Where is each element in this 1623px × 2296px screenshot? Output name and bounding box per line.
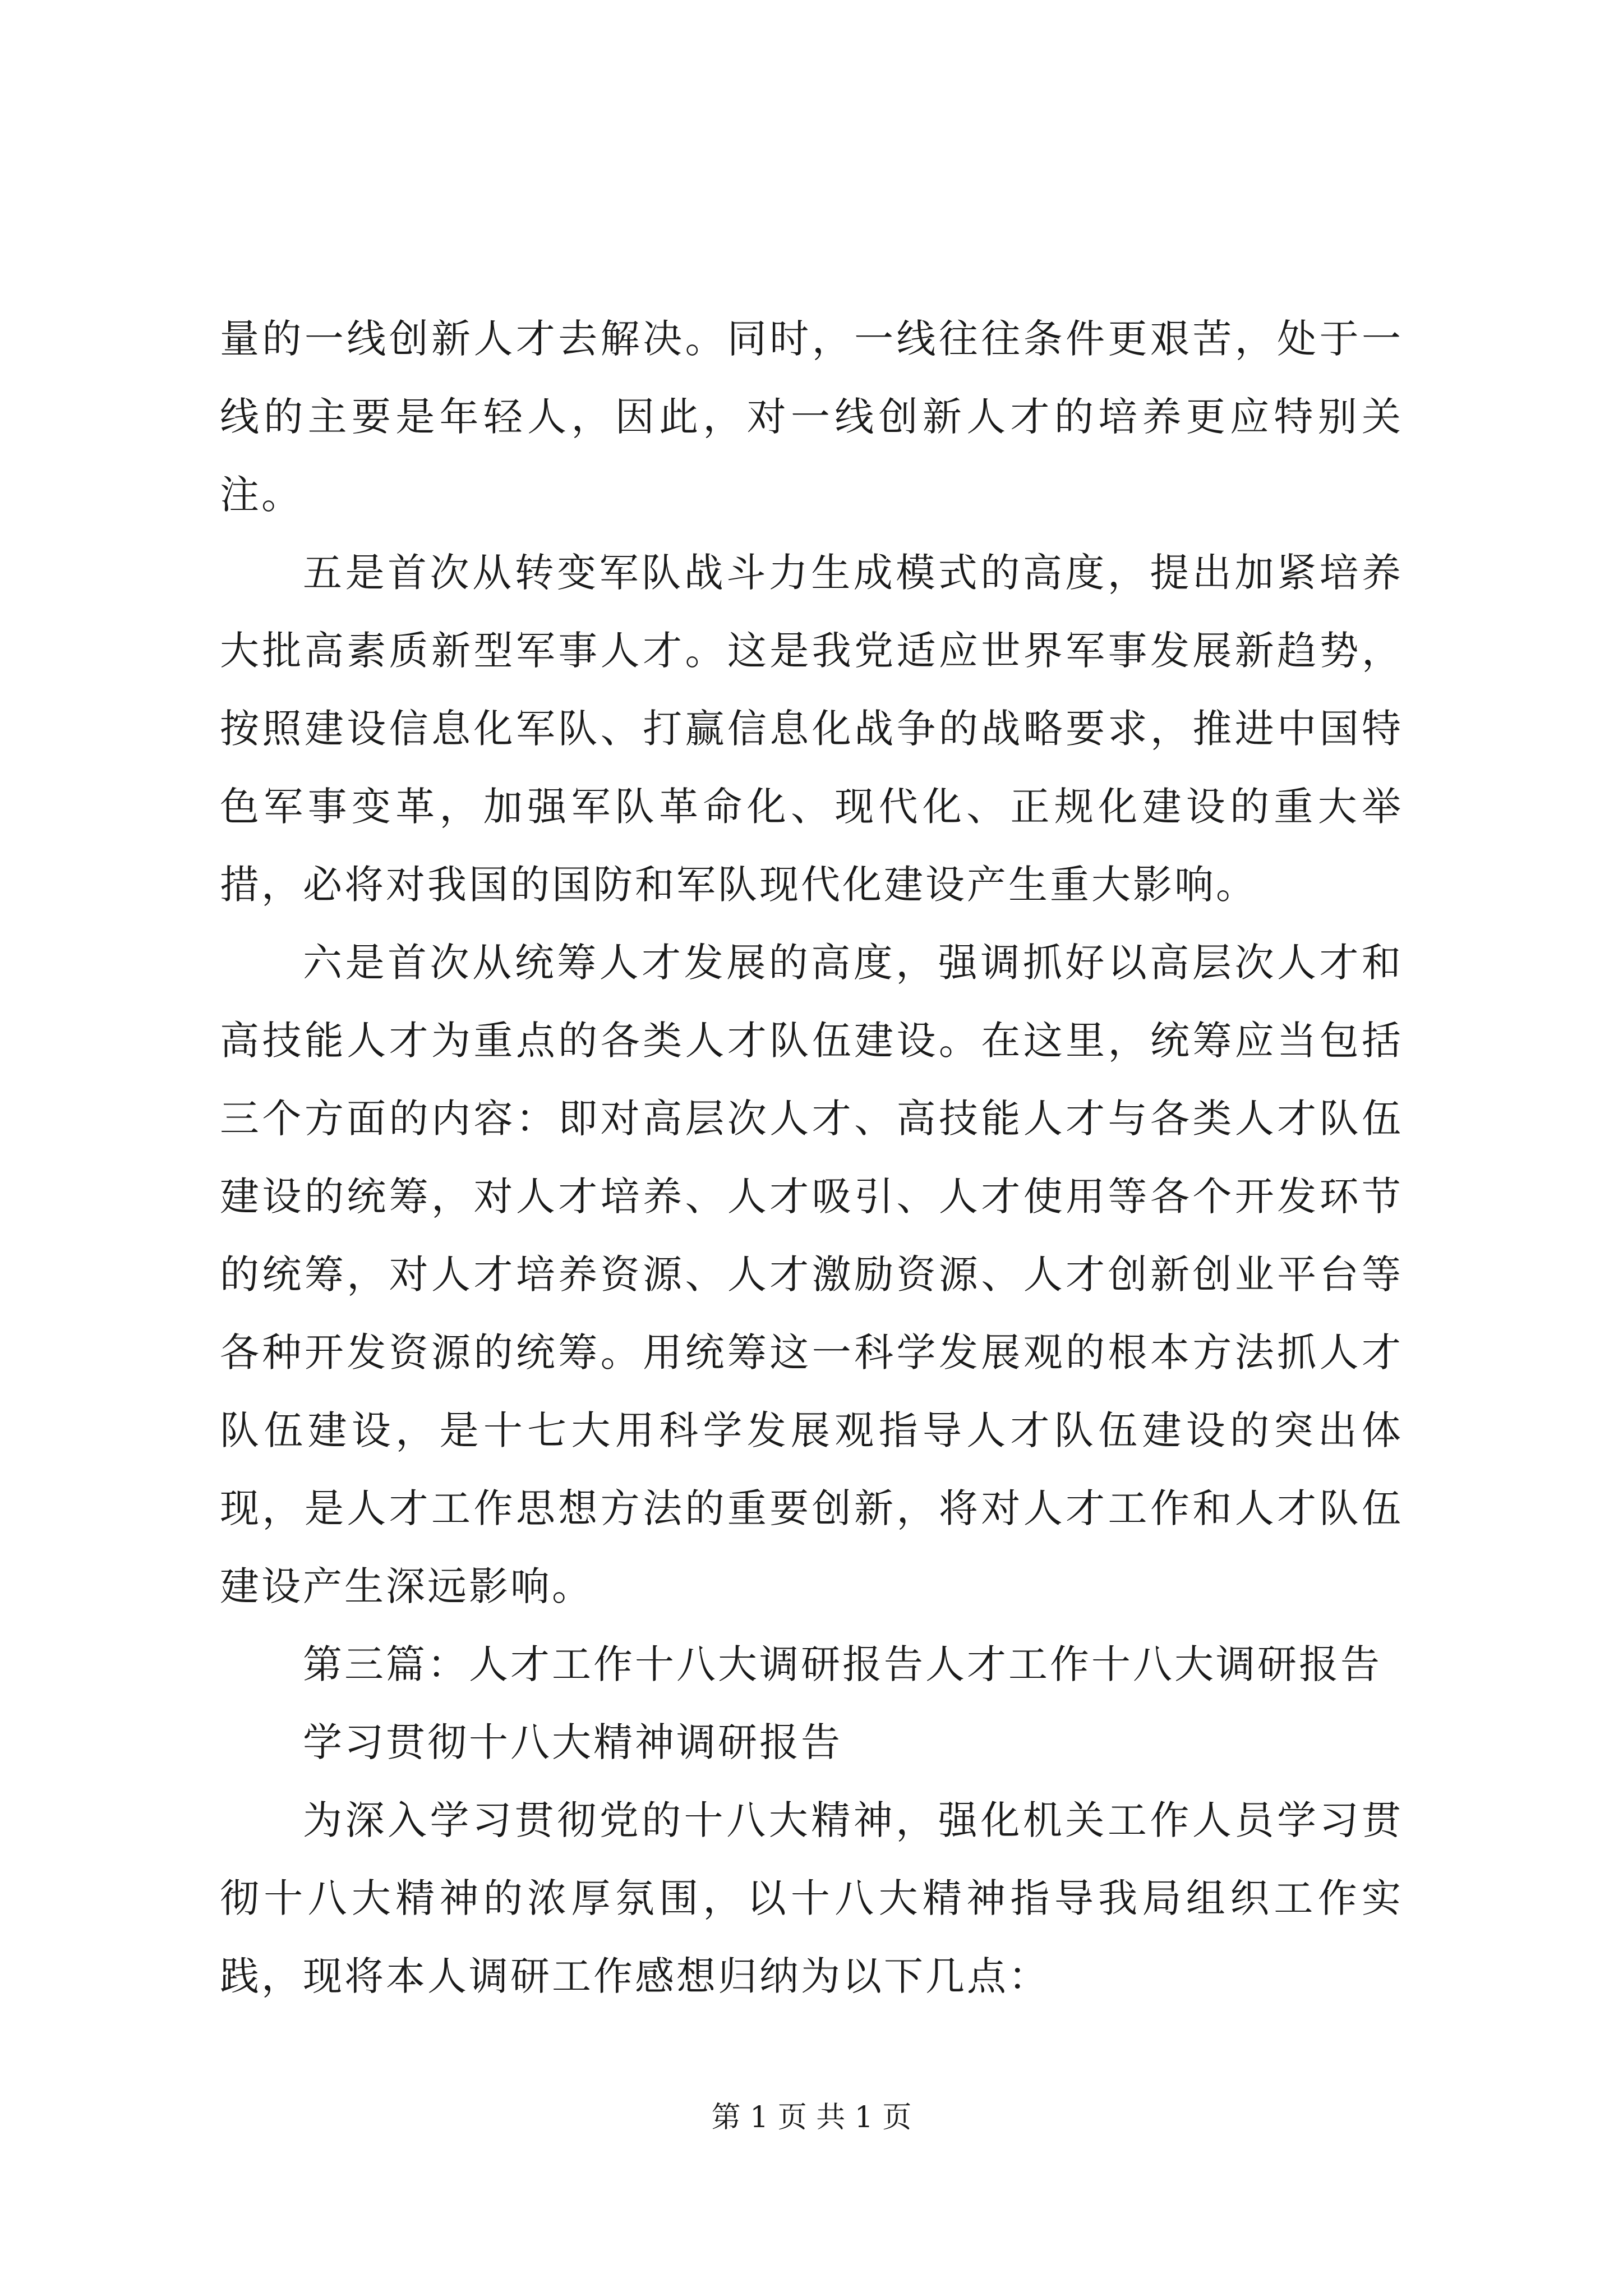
paragraph-2: 五是首次从转变军队战斗力生成模式的高度，提出加紧培养大批高素质新型军事人才。这是我党适应世界军事发展新趋势，按照建设信息化军队、打赢信息化战争的战略要求，推进中国特色军事变革，加强军队革命化、现代化、正规化建设的重大举措，必将对我国的国防和军队现代化建设产生重大影响。 [220,550,1403,908]
paragraph-1: 量的一线创新人才去解决。同时，一线往往条件更艰苦，处于一线的主要是年轻人，因此，对一线创新人才的培养更应特别关注。 [220,316,1403,518]
paragraph-3: 六是首次从统筹人才发展的高度，强调抓好以高层次人才和高技能人才为重点的各类人才队伍建设。在这里，统筹应当包括三个方面的内容：即对高层次人才、高技能人才与各类人才队伍建设的统筹，对人才培养、人才吸引、人才使用等各个开发环节的统筹，对人才培养资源、人才激励资源、人才创新创业平台等各种开发资源的统筹。用统筹这一科学发展观的根本方法抓人才队伍建设，是十七大用科学发展观指导人才队伍建设的突出体现，是人才工作思想方法的重要创新，将对人才工作和人才队伍建设产生深远影响。 [220,940,1403,1609]
document-body [220,300,1403,2016]
paragraph-6: 为深入学习贯彻党的十八大精神，强化机关工作人员学习贯彻十八大精神的浓厚氛围，以十八大精神指导我局组织工作实践，现将本人调研工作感想归纳为以下几点： [220,1797,1403,1999]
page-footer: 第 1 页 共 1 页 [711,2101,912,2134]
paragraph-4: 第三篇：人才工作十八大调研报告人才工作十八大调研报告 [303,1641,1382,1687]
paragraph-5: 学习贯彻十八大精神调研报告 [303,1719,842,1765]
